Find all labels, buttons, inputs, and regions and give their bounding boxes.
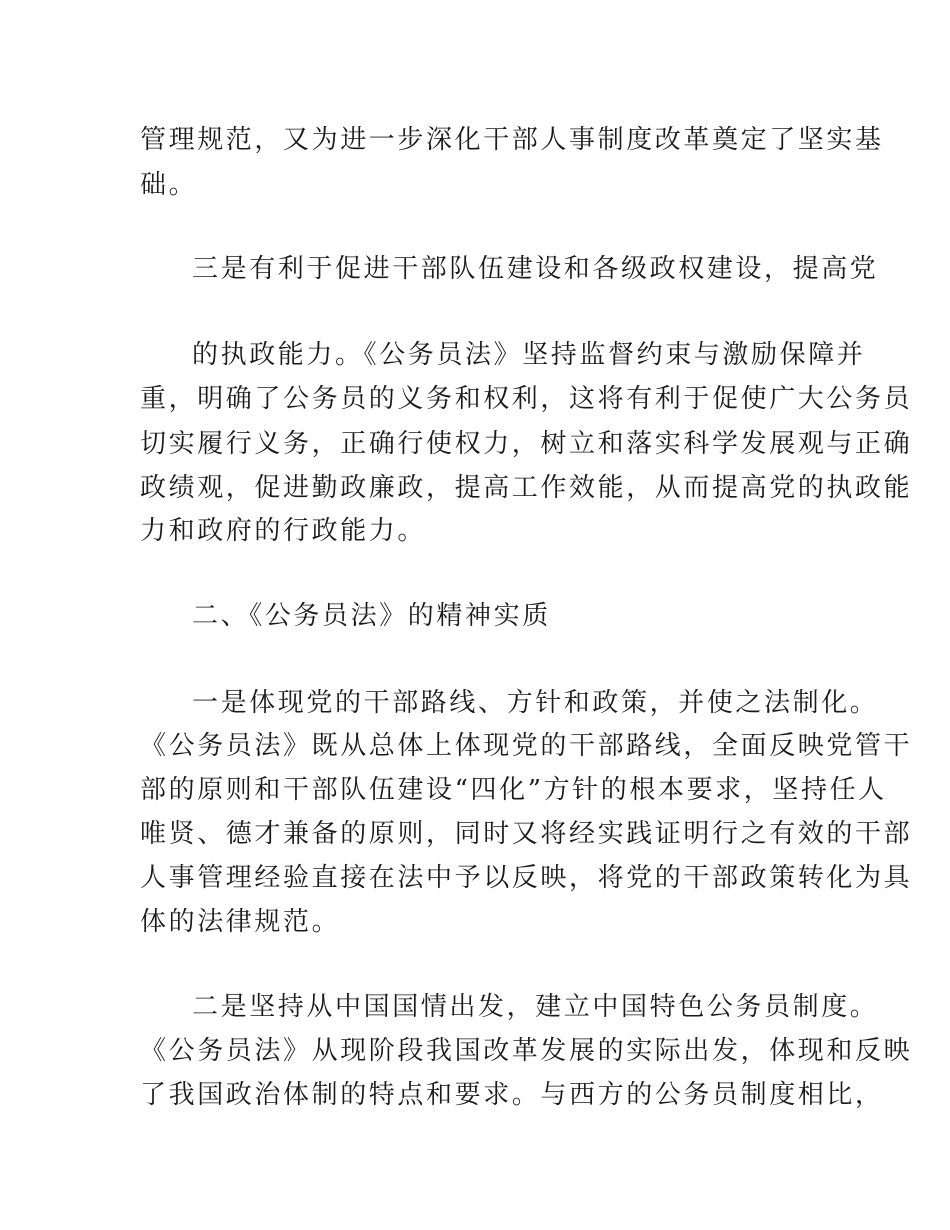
text-line: 唯贤、德才兼备的原则，同时又将经实践证明行之有效的干部	[140, 819, 913, 849]
text-line: 政绩观，促进勤政廉政，提高工作效能，从而提高党的执政能	[140, 473, 913, 503]
text-line: 的执政能力。《公务员法》坚持监督约束与激励保障并	[192, 340, 866, 370]
text-line: 人事管理经验直接在法中予以反映，将党的干部政策转化为具	[140, 863, 913, 893]
section-heading: 二、《公务员法》的精神实质	[192, 601, 551, 631]
text-line: 础。	[140, 170, 198, 200]
text-line: 二是坚持从中国国情出发，建立中国特色公务员制度。	[192, 992, 879, 1022]
text-line: 《公务员法》从现阶段我国改革发展的实际出发，体现和反映	[140, 1036, 913, 1066]
text-line: 一是体现党的干部路线、方针和政策，并使之法制化。	[192, 688, 879, 718]
text-line: 《公务员法》既从总体上体现党的干部路线，全面反映党管干	[140, 731, 913, 761]
text-line: 管理规范，又为进一步深化干部人事制度改革奠定了坚实基	[140, 125, 884, 155]
text-line: 重，明确了公务员的义务和权利，这将有利于促使广大公务员	[140, 384, 913, 414]
text-line: 部的原则和干部队伍建设“四化”方针的根本要求，坚持任人	[140, 775, 887, 805]
text-line: 力和政府的行政能力。	[140, 516, 427, 546]
text-line: 体的法律规范。	[140, 907, 341, 937]
text-line: 切实履行义务，正确行使权力，树立和落实科学发展观与正确	[140, 429, 913, 459]
text-line: 了我国政治体制的特点和要求。与西方的公务员制度相比，	[140, 1080, 884, 1110]
text-line: 三是有利于促进干部队伍建设和各级政权建设，提高党	[192, 254, 879, 284]
